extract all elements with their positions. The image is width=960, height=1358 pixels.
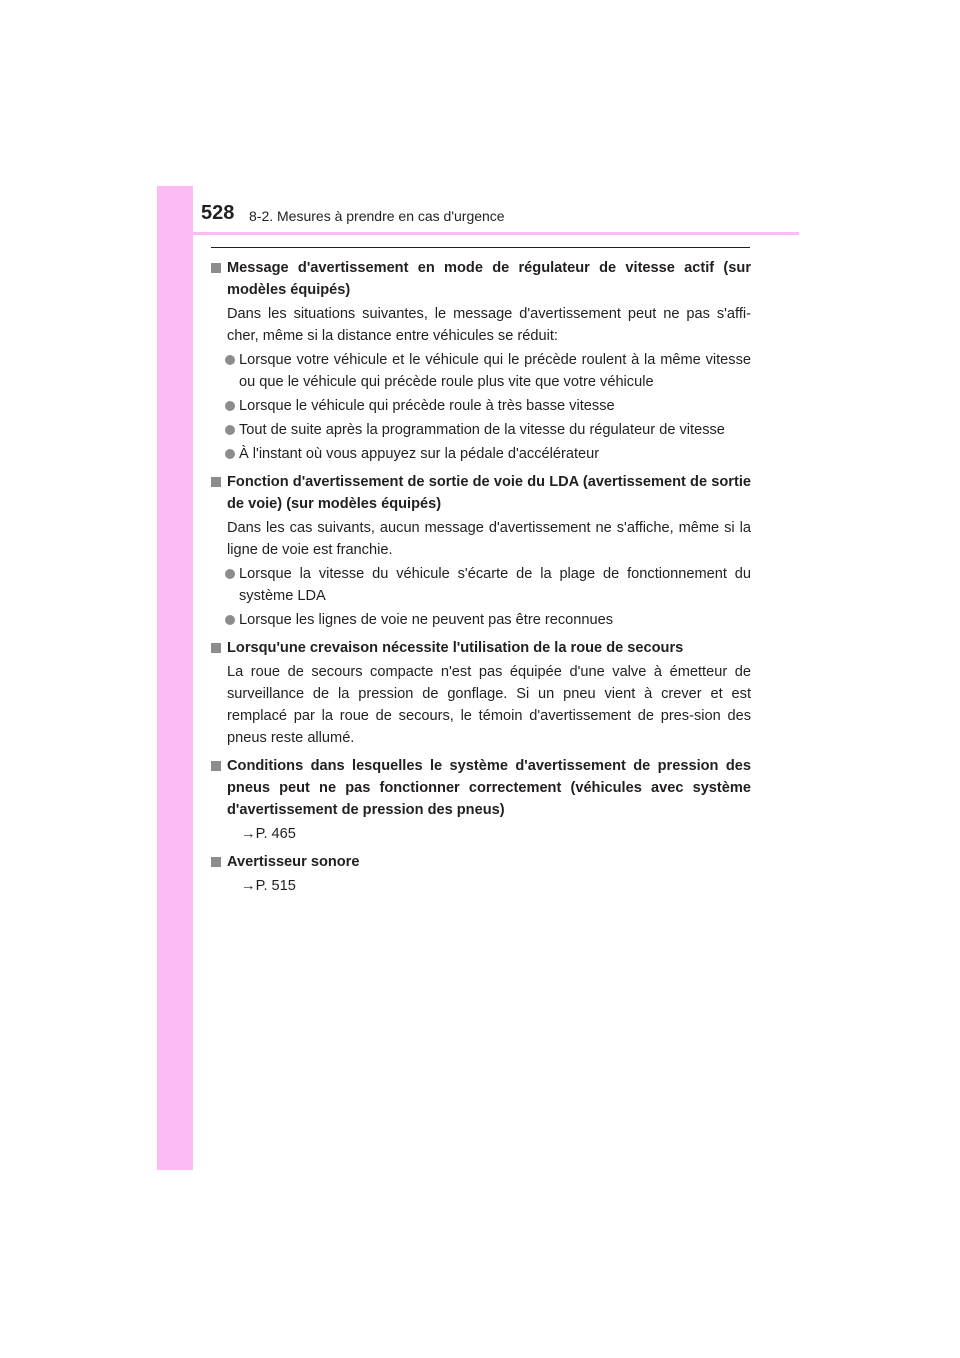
section-tire-pressure-conditions	[211, 755, 751, 845]
square-bullet-icon	[211, 263, 221, 273]
content-divider	[211, 247, 750, 248]
list-item: Lorsque les lignes de voie ne peuvent pas être reconnues	[211, 609, 751, 631]
round-bullet-icon	[225, 449, 235, 459]
round-bullet-icon	[225, 425, 235, 435]
section-title: 8-2. Mesures à prendre en cas d'urgence	[249, 208, 505, 224]
page-reference-link[interactable]: →P. 465	[241, 826, 296, 842]
round-bullet-icon	[225, 615, 235, 625]
square-bullet-icon	[211, 857, 221, 867]
list-item: Tout de suite après la programmation de la vitesse du régulateur de vitesse	[211, 419, 751, 441]
square-bullet-icon	[211, 477, 221, 487]
round-bullet-icon	[225, 355, 235, 365]
page-reference-link[interactable]: →P. 515	[241, 878, 296, 894]
section-heading: Avertisseur sonore	[211, 851, 751, 873]
section-heading: Message d'avertissement en mode de régulateur de vitesse actif (sur modèles équipés)	[211, 257, 751, 301]
list-item: Lorsque votre véhicule et le véhicule qui le précède roulent à la même vitesse ou que le véhicule qui précède roule plus vite que votre véhicule	[211, 349, 751, 393]
chapter-sidebar-tab	[157, 186, 193, 1170]
section-heading: Conditions dans lesquelles le système d'avertissement de pression des pneus peut ne pas fonctionner correctement (véhicules avec système d'avertissement de pression des pneus)	[211, 755, 751, 821]
section-paragraph: Dans les situations suivantes, le message d'avertissement peut ne pas s'affi-cher, même si la distance entre véhicules se réduit:	[227, 306, 751, 344]
section-horn	[211, 851, 751, 897]
round-bullet-icon	[225, 401, 235, 411]
square-bullet-icon	[211, 643, 221, 653]
section-lane-departure-alert	[211, 471, 751, 631]
header-divider	[193, 232, 799, 235]
list-item: Lorsque la vitesse du véhicule s'écarte de la plage de fonctionnement du système LDA	[211, 563, 751, 607]
square-bullet-icon	[211, 761, 221, 771]
section-spare-tire	[211, 637, 751, 749]
list-item: Lorsque le véhicule qui précède roule à très basse vitesse	[211, 395, 751, 417]
section-heading: Lorsqu'une crevaison nécessite l'utilisation de la roue de secours	[211, 637, 751, 659]
section-heading: Fonction d'avertissement de sortie de voie du LDA (avertissement de sortie de voie) (sur modèles équipés)	[211, 471, 751, 515]
section-paragraph: Dans les cas suivants, aucun message d'avertissement ne s'affiche, même si la ligne de voie est franchie.	[227, 520, 751, 558]
round-bullet-icon	[225, 569, 235, 579]
section-paragraph: La roue de secours compacte n'est pas équipée d'une valve à émetteur de surveillance de la pression de gonflage. Si un pneu vient à crever et est remplacé par la roue de secours, le témoin d'avertissement de pres-sion des pneus reste allumé.	[227, 664, 751, 746]
list-item: À l'instant où vous appuyez sur la pédale d'accélérateur	[211, 443, 751, 465]
page-content	[211, 257, 751, 903]
page-number: 528	[201, 202, 235, 224]
section-cruise-control-warning	[211, 257, 751, 465]
